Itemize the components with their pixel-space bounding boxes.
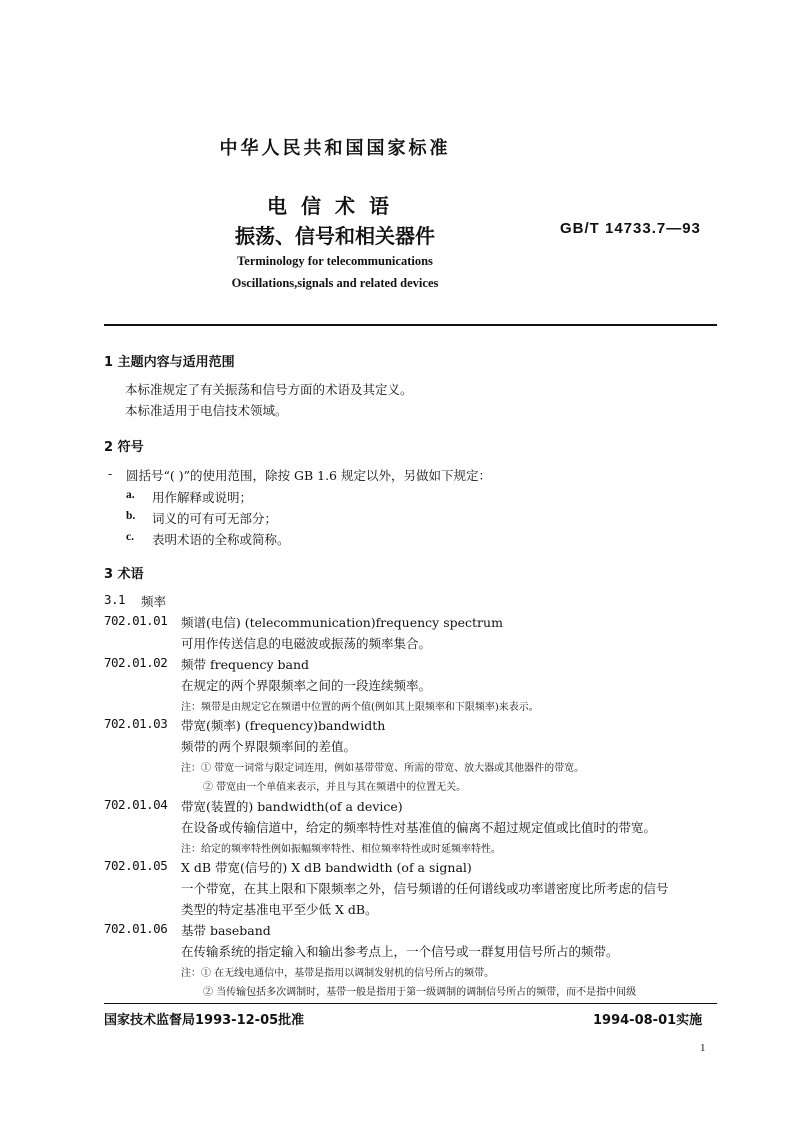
term-note: 注：① 带宽一词常与限定词连用，例如基带带宽、所需的带宽、放大器或其他器件的带宽。	[181, 763, 585, 774]
term-definition: 类型的特定基准电平至少低 X dB。	[181, 902, 378, 917]
term-number: 702.01.03	[104, 716, 168, 731]
term-definition: 在传输系统的指定输入和输出参考点上，一个信号或一群复用信号所占的频带。	[181, 944, 619, 959]
term-definition: 在设备或传输信道中，给定的频率特性对基准值的偏离不超过规定值或比值时的带宽。	[181, 820, 657, 835]
term-note: 注：① 在无线电通信中，基带是指用以调制发射机的信号所占的频带。	[181, 968, 495, 979]
term-note: ② 当传输包括多次调制时，基带一般是指用于第一级调制的调制信号所占的频带，而不是指中间级	[203, 987, 637, 998]
subsection-number: 3.1	[104, 592, 126, 607]
page-number: 1	[700, 1042, 706, 1054]
footer-rule	[104, 1003, 717, 1004]
subsection-title: 频率	[141, 594, 167, 609]
implementation-date: 1994-08-01实施	[593, 1013, 703, 1028]
term-heading: X dB 带宽(信号的) X dB bandwidth (of a signal)	[181, 860, 472, 875]
section-1-para-1: 本标准规定了有关振荡和信号方面的术语及其定义。	[125, 382, 413, 397]
title-zh-line1: 电信术语	[267, 194, 403, 218]
list-item-text: 用作解释或说明；	[152, 490, 253, 505]
term-heading: 带宽(频率) (frequency)bandwidth	[181, 718, 386, 733]
term-number: 702.01.02	[104, 655, 168, 670]
term-definition: 一个带宽，在其上限和下限频率之外，信号频谱的任何谱线或功率谱密度比所考虑的信号	[181, 881, 669, 896]
term-note: 注：频带是由规定它在频谱中位置的两个值(例如其上限频率和下限频率)来表示。	[181, 702, 539, 713]
section-1-para-2: 本标准适用于电信技术领域。	[125, 403, 288, 418]
term-note: 注：给定的频率特性例如振幅频率特性、相位频率特性或时延频率特性。	[181, 844, 501, 855]
title-en-line1: Terminology for telecommunications	[237, 254, 433, 268]
term-definition: 频带的两个界限频率间的差值。	[181, 739, 357, 754]
term-heading: 频谱(电信) (telecommunication)frequency spectrum	[181, 615, 503, 630]
list-item-text: 表明术语的全称或简称。	[152, 532, 290, 547]
term-definition: 可用作传送信息的电磁波或振荡的频率集合。	[181, 636, 432, 651]
approval-date: 国家技术监督局1993-12-05批准	[104, 1013, 305, 1028]
title-en-line2: Oscillations,signals and related devices	[231, 276, 439, 290]
term-heading: 频带 frequency band	[181, 657, 310, 672]
term-note: ② 带宽由一个单值来表示，并且与其在频谱中的位置无关。	[203, 782, 467, 793]
standard-number: GB/T 14733.7—93	[560, 220, 701, 237]
title-zh-line2: 振荡、信号和相关器件	[235, 224, 435, 248]
section-1-heading: 1 主题内容与适用范围	[104, 355, 235, 370]
section-2-intro: 圆括号“( )”的使用范围，除按 GB 1.6 规定以外，另做如下规定：	[126, 468, 491, 483]
term-number: 702.01.04	[104, 797, 168, 812]
section-2-dash: -	[108, 466, 113, 481]
national-standard-heading: 中华人民共和国国家标准	[219, 138, 451, 159]
header-rule	[104, 324, 717, 326]
list-item-text: 词义的可有可无部分；	[152, 511, 278, 526]
section-2-heading: 2 符号	[104, 440, 144, 455]
list-item-label: c.	[126, 531, 134, 543]
term-definition: 在规定的两个界限频率之间的一段连续频率。	[181, 678, 432, 693]
term-number: 702.01.05	[104, 858, 168, 873]
term-number: 702.01.06	[104, 921, 168, 936]
section-3-heading: 3 术语	[104, 567, 144, 582]
term-heading: 带宽(装置的) bandwidth(of a device)	[181, 799, 403, 814]
term-number: 702.01.01	[104, 613, 168, 628]
list-item-label: b.	[126, 510, 136, 522]
term-heading: 基带 baseband	[181, 923, 271, 938]
list-item-label: a.	[126, 489, 135, 501]
